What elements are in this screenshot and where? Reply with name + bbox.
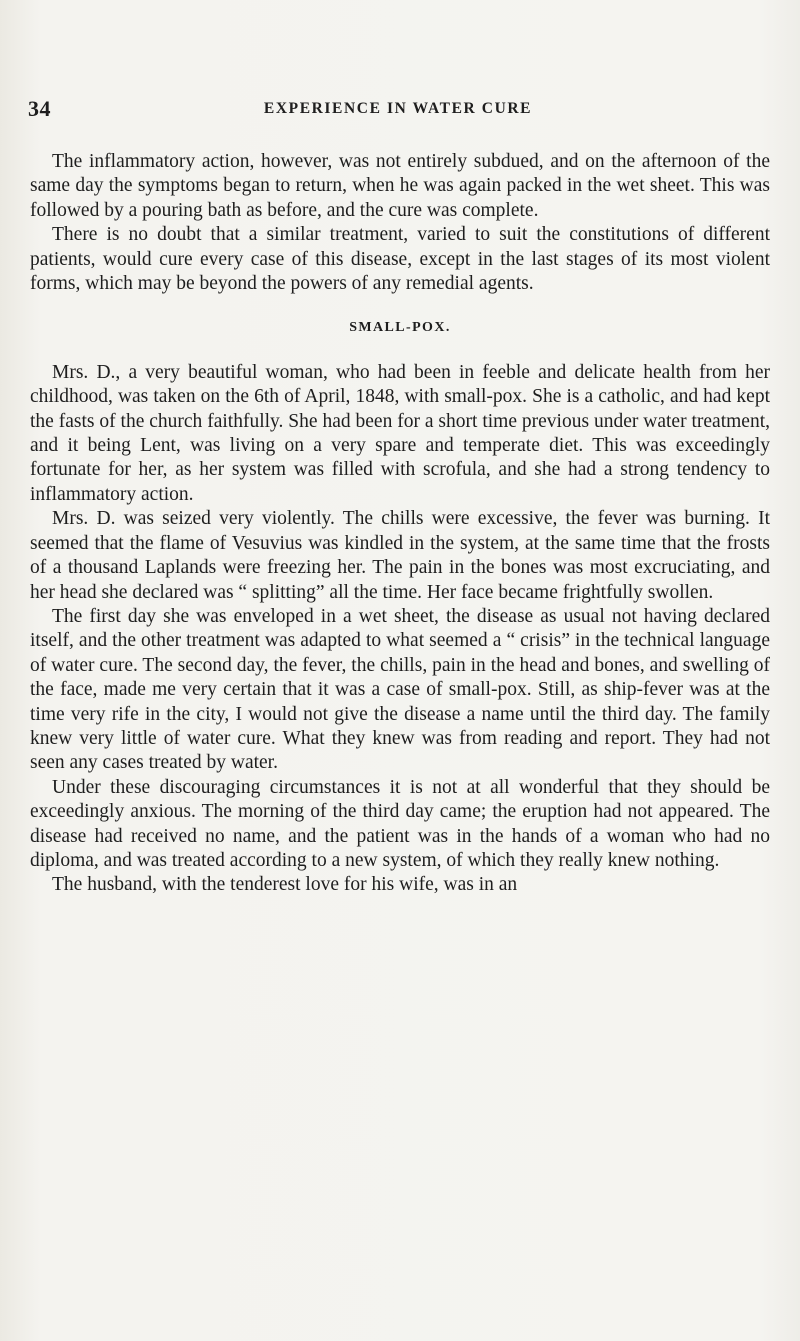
body-text (30, 150, 770, 898)
running-head (28, 96, 768, 120)
paragraph: The husband, with the tenderest love for his wife, was in an (52, 874, 518, 896)
running-title: EXPERIENCE IN WATER CURE (263, 100, 533, 117)
paragraph: There is no doubt that a similar treatment, varied to suit the constitutions of different patients, would cure every case of this disease, except in the last stages of its most violent forms, which may be beyond the powers of any remedial agents. (30, 224, 770, 295)
paragraph: Under these discouraging circumstances it is not at all wonderful that they should be exceedingly anxious. The morning of the third day came; the eruption had not appeared. The disease had received no name, and the patient was in the hands of a woman who had no diploma, and was treated according to a new system, of which they really knew nothing. (30, 776, 770, 871)
paragraph: The inflammatory action, however, was not entirely subdued, and on the afternoon of the same day the symptoms began to return, when he was again packed in the wet sheet. This was followed by a pouring bath as before, and the cure was complete. (30, 151, 770, 221)
paragraph: Mrs. D. was seized very violently. The chills were excessive, the fever was burning. It seemed that the flame of Vesuvius was kindled in the system, at the same time that the frosts of a thousand Laplands were freezing her. The pain in the bones was most excruciating, and her head she declared was “ splitting” all the time. Her face became frightfully swollen. (30, 508, 770, 603)
paragraph: Mrs. D., a very beautiful woman, who had been in feeble and delicate health from her childhood, was taken on the 6th of April, 1848, with small-pox. She is a catholic, and had kept the fasts of the church faithfully. She had been for a short time previous under water treatment, and it being Lent, was living on a very spare and temperate diet. This was exceedingly fortunate for her, as her system was filled with scrofula, and she had a strong tendency to inflammatory action. (30, 361, 770, 505)
paragraph: The first day she was enveloped in a wet sheet, the disease as usual not having declared itself, and the other treatment was adapted to what seemed a “ crisis” in the technical language of water cure. The second day, the fever, the chills, pain in the head and bones, and swelling of the face, made me very certain that it was a case of small-pox. Still, as ship-fever was at the time very rife in the city, I would not give the disease a name until the third day. The family knew very little of water cure. What they knew was from reading and report. They had not seen any cases treated by water. (30, 605, 770, 774)
page-number: 34 (28, 96, 51, 121)
section-heading: SMALL-POX. (349, 320, 451, 336)
